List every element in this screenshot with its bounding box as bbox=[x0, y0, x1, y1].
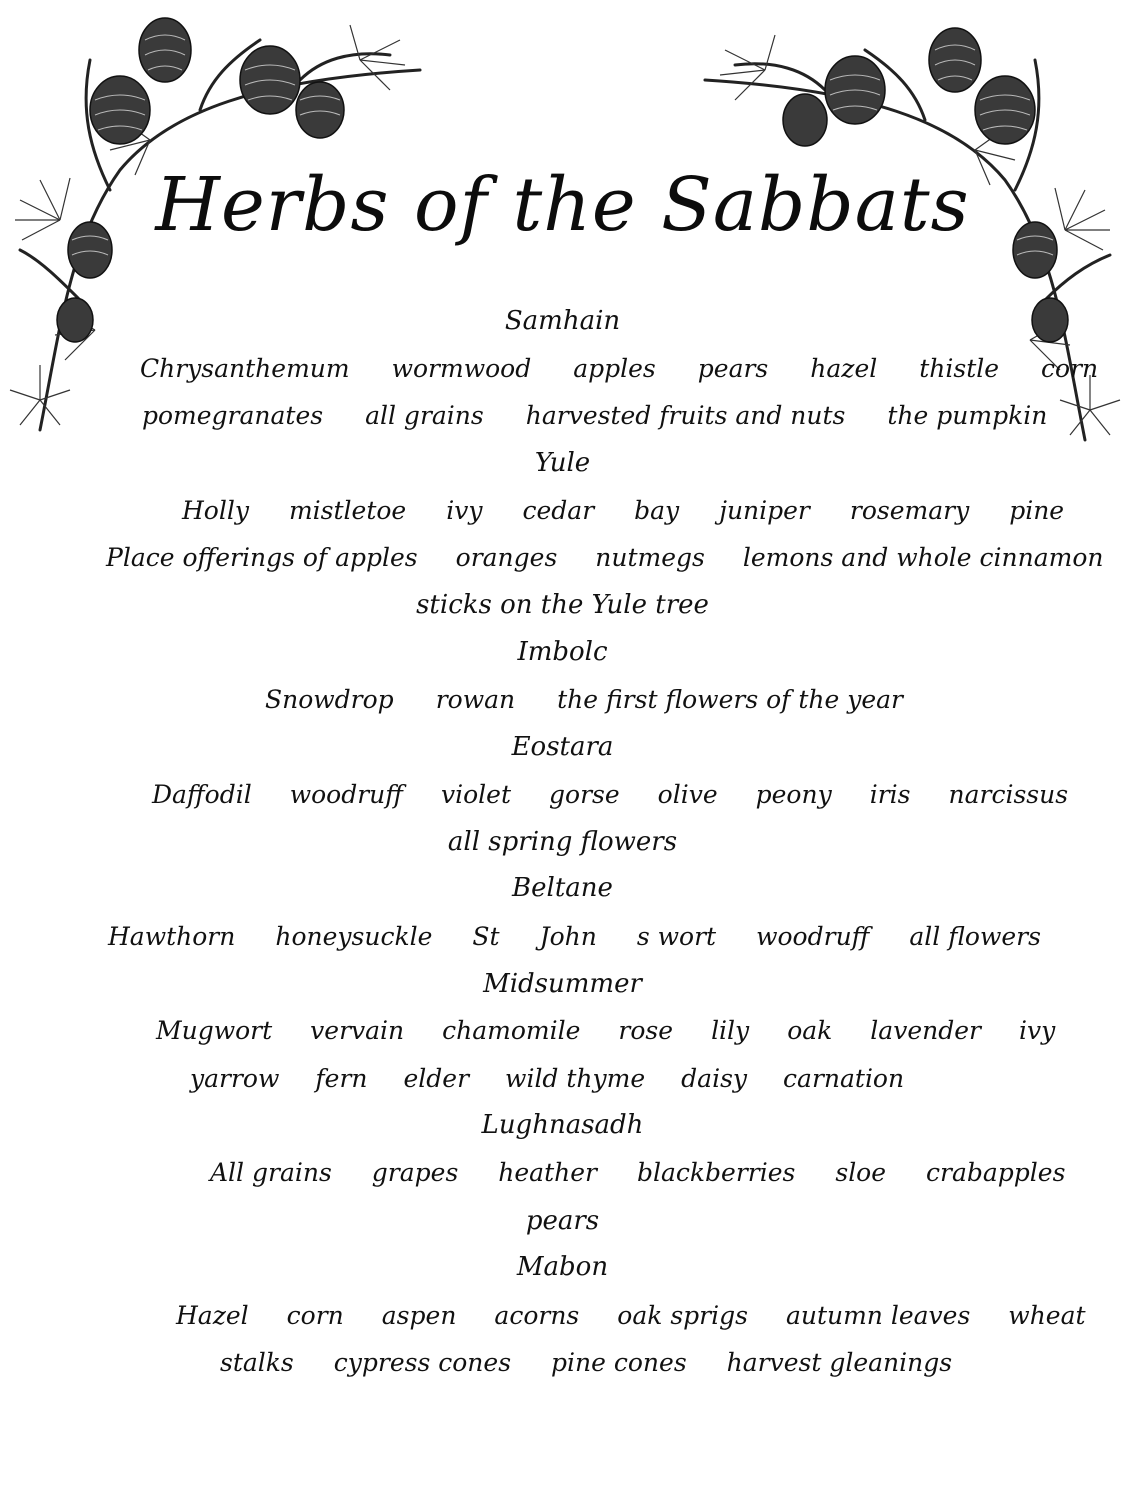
herb-line bbox=[156, 1014, 1055, 1048]
sabbat-heading-mabon: Mabon bbox=[516, 1252, 609, 1282]
herb-line bbox=[190, 1062, 904, 1096]
herb-item: harvest gleanings bbox=[726, 1348, 953, 1377]
herb-item: pears bbox=[697, 354, 769, 383]
herb-item: olive bbox=[657, 780, 718, 809]
herb-item: Chrysanthemum bbox=[140, 354, 350, 383]
herb-line bbox=[265, 683, 903, 717]
herb-item: blackberries bbox=[636, 1158, 796, 1187]
herb-item: Snowdrop bbox=[265, 685, 394, 714]
herb-item: elder bbox=[403, 1064, 470, 1093]
sabbat-heading-beltane: Beltane bbox=[512, 873, 613, 903]
herb-item: lily bbox=[711, 1016, 750, 1045]
herb-item: oranges bbox=[455, 543, 558, 572]
herb-item: ivy bbox=[1018, 1016, 1056, 1045]
sabbat-heading-yule: Yule bbox=[534, 448, 591, 478]
herb-item: woodruff bbox=[289, 780, 403, 809]
herb-item: sloe bbox=[835, 1158, 887, 1187]
herb-item: Place offerings of apples bbox=[106, 543, 418, 572]
herb-item: rowan bbox=[435, 685, 516, 714]
herb-item: corn bbox=[286, 1301, 344, 1330]
herb-item: rose bbox=[618, 1016, 674, 1045]
herb-item: fern bbox=[315, 1064, 368, 1093]
herb-item: juniper bbox=[719, 496, 810, 525]
herb-line-centered: sticks on the Yule tree bbox=[416, 590, 709, 620]
herb-line bbox=[142, 399, 1047, 433]
herb-item: peony bbox=[755, 780, 832, 809]
herb-item: wheat bbox=[1008, 1301, 1086, 1330]
herb-item: carnation bbox=[783, 1064, 905, 1093]
herb-item: cedar bbox=[522, 496, 595, 525]
herb-item: aspen bbox=[381, 1301, 457, 1330]
herb-item: autumn leaves bbox=[785, 1301, 971, 1330]
herb-item: lavender bbox=[870, 1016, 981, 1045]
herb-item: oak sprigs bbox=[617, 1301, 748, 1330]
herb-item: pine bbox=[1009, 496, 1065, 525]
herb-item: iris bbox=[869, 780, 911, 809]
sabbat-heading-samhain: Samhain bbox=[504, 306, 621, 336]
herb-item: apples bbox=[573, 354, 656, 383]
herb-line bbox=[152, 778, 1068, 812]
page-title: Herbs of the Sabbats bbox=[155, 162, 970, 248]
herb-line bbox=[182, 494, 1064, 528]
sabbat-heading-lughnasadh: Lughnasadh bbox=[481, 1110, 644, 1140]
herb-item: Hawthorn bbox=[108, 922, 236, 951]
herb-item: oak bbox=[787, 1016, 833, 1045]
herb-item: pine cones bbox=[551, 1348, 687, 1377]
herb-item: cypress cones bbox=[333, 1348, 512, 1377]
herb-item: nutmegs bbox=[595, 543, 705, 572]
herb-item: narcissus bbox=[948, 780, 1069, 809]
sabbat-heading-midsummer: Midsummer bbox=[483, 969, 642, 999]
herb-item: harvested fruits and nuts bbox=[525, 401, 846, 430]
herb-item: daisy bbox=[681, 1064, 748, 1093]
herb-item: John bbox=[539, 922, 597, 951]
herb-line bbox=[210, 1156, 1065, 1190]
herb-item: wormwood bbox=[391, 354, 532, 383]
herb-item: corn bbox=[1041, 354, 1099, 383]
herb-item: rosemary bbox=[849, 496, 970, 525]
herb-item: Holly bbox=[182, 496, 249, 525]
herb-line bbox=[108, 920, 1041, 954]
herb-item: Hazel bbox=[176, 1301, 249, 1330]
herb-item: All grains bbox=[210, 1158, 332, 1187]
herb-item: all flowers bbox=[909, 922, 1041, 951]
herb-item: the first flowers of the year bbox=[557, 685, 904, 714]
herb-line bbox=[140, 352, 1098, 386]
herb-line bbox=[220, 1346, 952, 1380]
herb-item: thistle bbox=[919, 354, 1000, 383]
herb-line-centered: all spring flowers bbox=[447, 827, 678, 857]
herb-item: vervain bbox=[310, 1016, 405, 1045]
herb-item: acorns bbox=[494, 1301, 580, 1330]
herb-line bbox=[176, 1299, 1086, 1333]
herb-item: pomegranates bbox=[142, 401, 324, 430]
herb-item: Mugwort bbox=[156, 1016, 273, 1045]
herb-item: honeysuckle bbox=[275, 922, 433, 951]
herb-item: woodruff bbox=[756, 922, 870, 951]
herb-item: s wort bbox=[636, 922, 717, 951]
herb-item: all grains bbox=[365, 401, 484, 430]
herb-item: hazel bbox=[810, 354, 878, 383]
herb-item: chamomile bbox=[442, 1016, 581, 1045]
herb-item: wild thyme bbox=[505, 1064, 646, 1093]
herb-item: ivy bbox=[446, 496, 483, 525]
sabbat-heading-eostara: Eostara bbox=[511, 732, 614, 762]
herb-item: mistletoe bbox=[288, 496, 407, 525]
herb-item: grapes bbox=[371, 1158, 459, 1187]
herb-item: crabapples bbox=[926, 1158, 1066, 1187]
herb-item: St bbox=[472, 922, 500, 951]
herb-item: lemons and whole cinnamon bbox=[742, 543, 1104, 572]
herb-line bbox=[106, 541, 1104, 575]
herb-item: Daffodil bbox=[152, 780, 252, 809]
herb-item: stalks bbox=[220, 1348, 294, 1377]
herb-line-centered: pears bbox=[525, 1206, 600, 1236]
herb-item: heather bbox=[498, 1158, 597, 1187]
herb-item: yarrow bbox=[190, 1064, 280, 1093]
sabbat-heading-imbolc: Imbolc bbox=[517, 637, 608, 667]
herb-item: violet bbox=[441, 780, 512, 809]
herb-item: gorse bbox=[549, 780, 620, 809]
herb-item: the pumpkin bbox=[887, 401, 1048, 430]
herb-item: bay bbox=[634, 496, 680, 525]
